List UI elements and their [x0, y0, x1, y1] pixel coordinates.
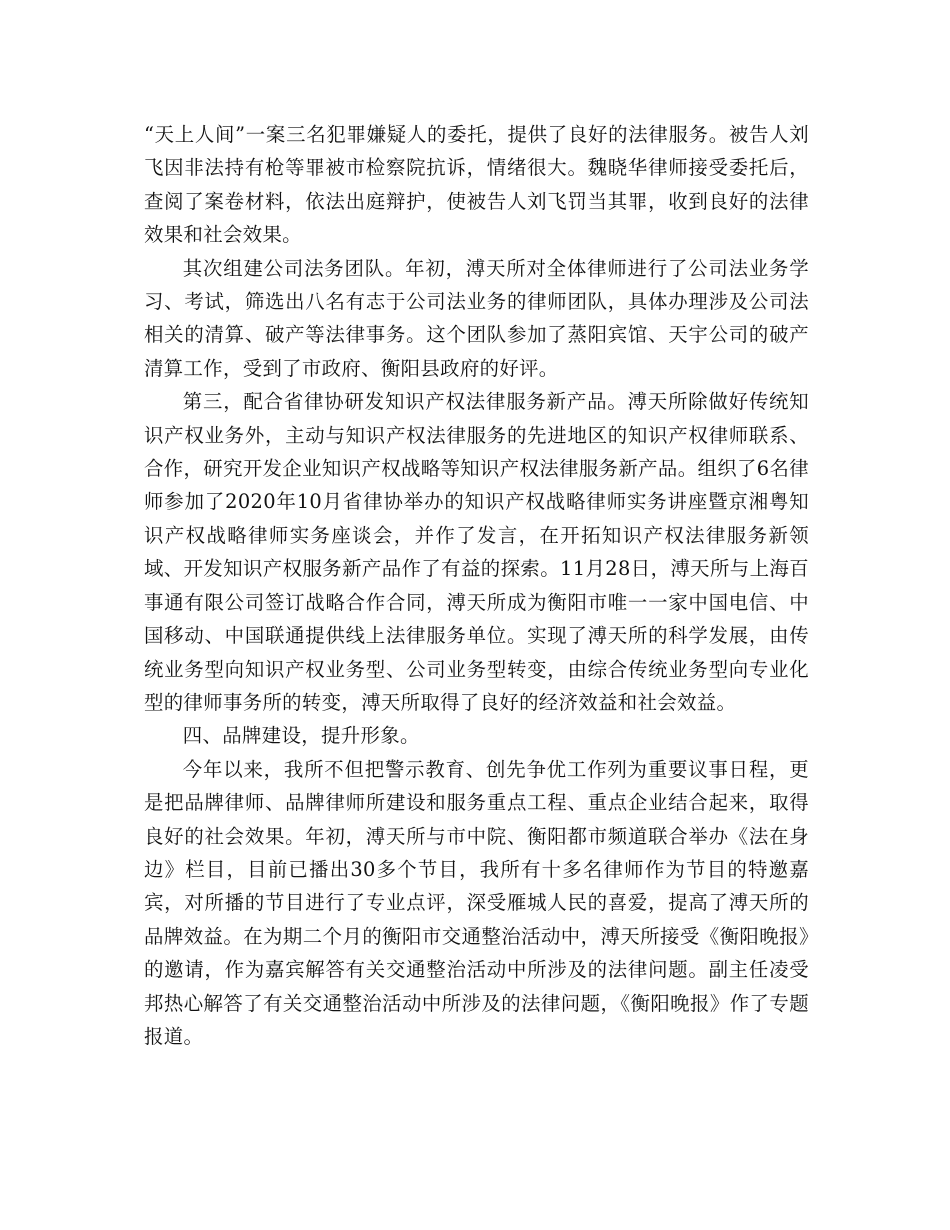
section-heading-brand: 四、品牌建设，提升形象。 [182, 724, 420, 748]
paragraph-3: 第三，配合省律协研发知识产权法律服务新产品。溥天所除做好传统知识产权业务外，主动与知识产权法律服务的先进地区的知识产权律师联系、合作，研究开发企业知识产权战略等知识产权法律服务新产品。组织了6名律师参加了2020年10月省律协举办的知识产权战略律师实务讲座暨京湘粤知识产权战略律师实务座谈会，并作了发言，在开拓知识产权法律服务新领域、开发知识产权服务新产品作了有益的探索。11月28日，溥天所与上海百事通有限公司签订战略合作合同，溥天所成为衡阳市唯一一家中国电信、中国移动、中国联通提供线上法律服务单位。实现了溥天所的科学发展，由传统业务型向知识产权业务型、公司业务型转变，由综合传统业务型向专业化型的律师事务所的转变，溥天所取得了良好的经济效益和社会效益。 [144, 390, 809, 714]
paragraph-2: 其次组建公司法务团队。年初，溥天所对全体律师进行了公司法业务学习、考试，筛选出八名有志于公司法业务的律师团队，具体办理涉及公司法相关的清算、破产等法律事务。这个团队参加了蒸阳宾馆、天宇公司的破产清算工作，受到了市政府、衡阳县政府的好评。 [144, 256, 809, 380]
paragraph-4: 今年以来，我所不但把警示教育、创先争优工作列为重要议事日程，更是把品牌律师、品牌律师所建设和服务重点工程、重点企业结合起来，取得良好的社会效果。年初，溥天所与市中院、衡阳都市频道联合举办《法在身边》栏目，目前已播出30多个节目，我所有十多名律师作为节目的特邀嘉宾，对所播的节目进行了专业点评，深受雁城人民的喜爱，提高了溥天所的品牌效益。在为期二个月的衡阳市交通整治活动中，溥天所接受《衡阳晚报》的邀请，作为嘉宾解答有关交通整治活动中所涉及的法律问题。副主任凌受邦热心解答了有关交通整治活动中所涉及的法律问题，《衡阳晚报》作了专题报道。 [144, 757, 809, 1048]
document-body [144, 118, 809, 1053]
paragraph-1: “天上人间”一案三名犯罪嫌疑人的委托，提供了良好的法律服务。被告人刘飞因非法持有枪等罪被市检察院抗诉，情绪很大。魏晓华律师接受委托后，查阅了案卷材料，依法出庭辩护，使被告人刘飞罚当其罪，收到良好的法律效果和社会效果。 [144, 123, 809, 247]
